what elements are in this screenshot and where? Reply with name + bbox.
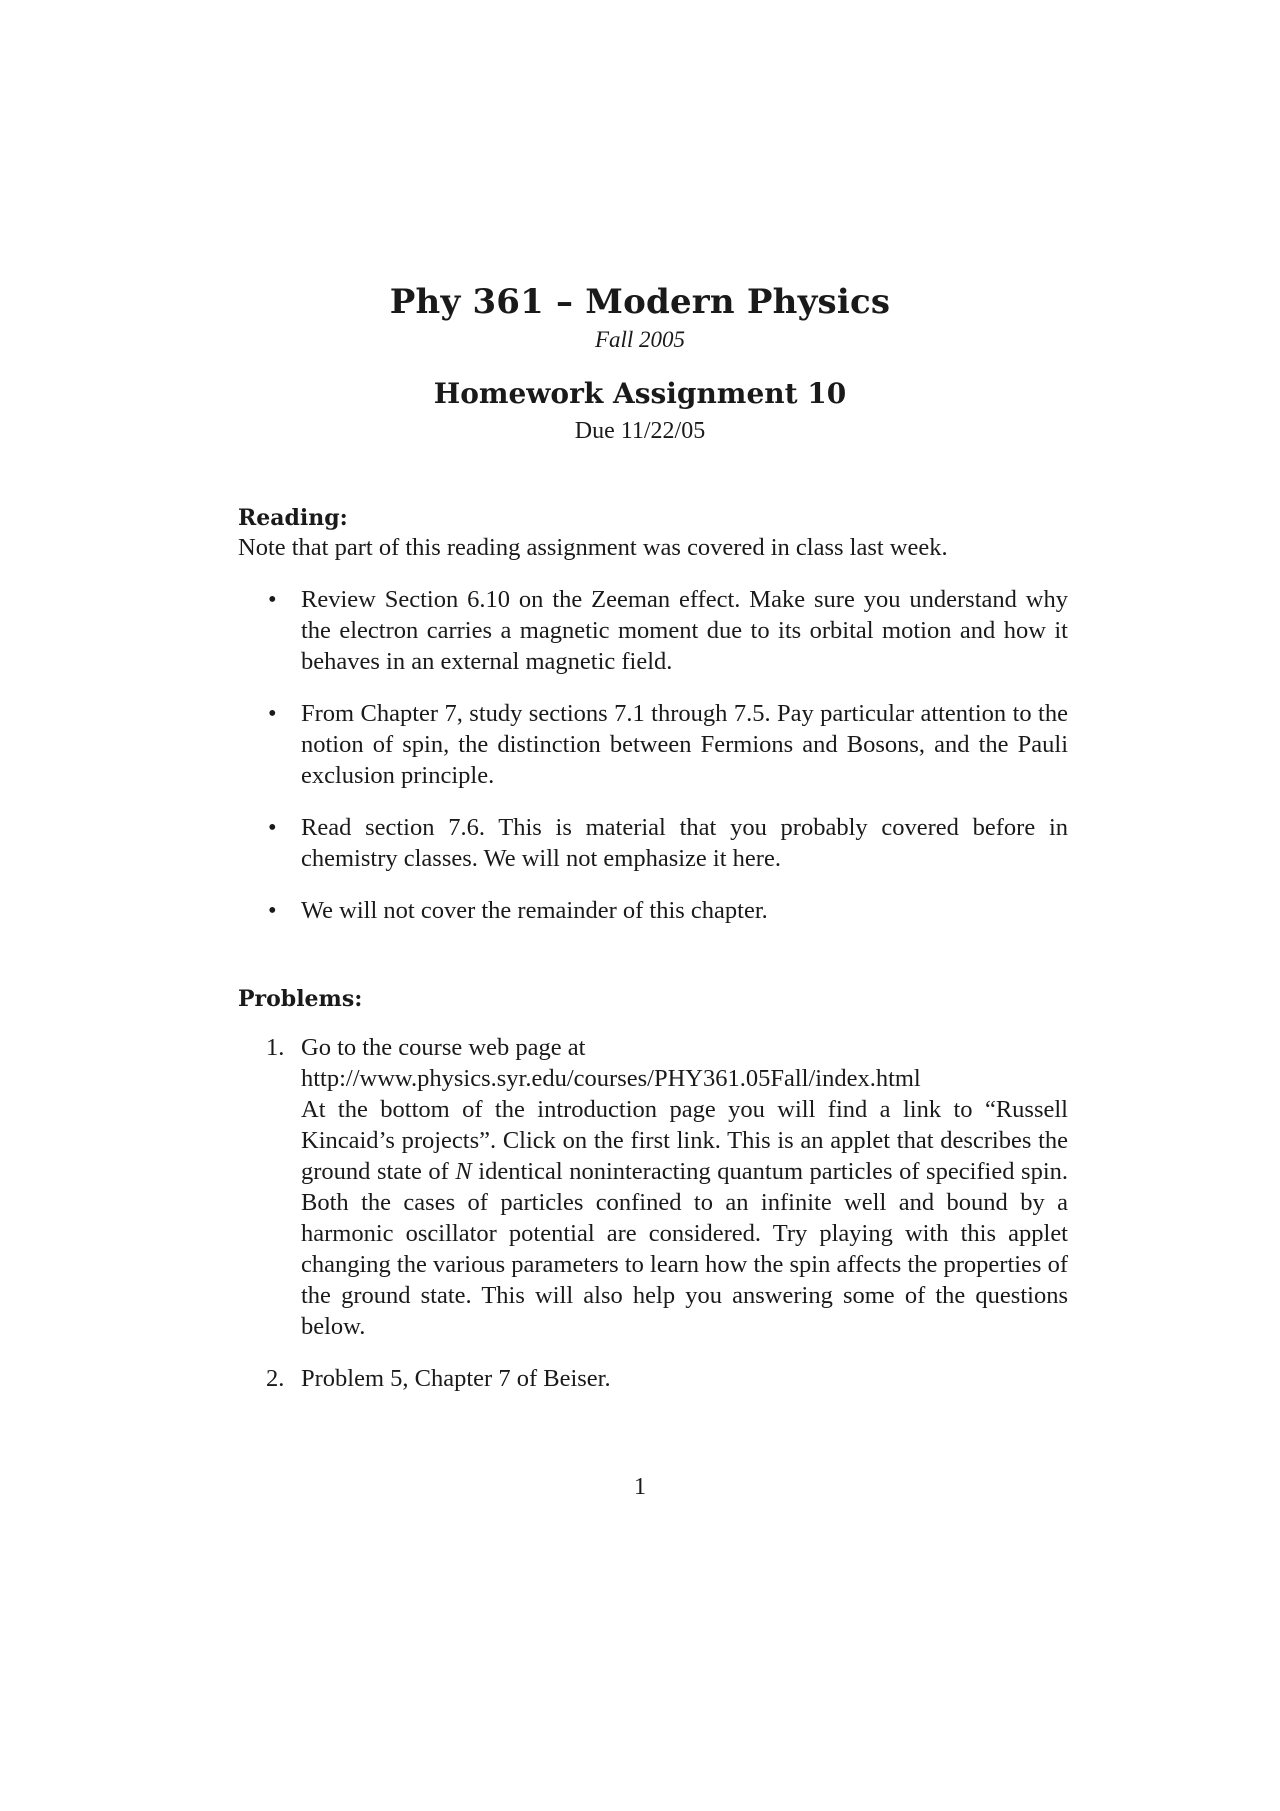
reading-item-text: Review Section 6.10 on the Zeeman effect. Make sure you understand why the electron carries a magnetic moment due to its orbital motion and how it behaves in an external magnetic field. [301,586,1068,675]
reading-item-text: Read section 7.6. This is material that you probably covered before in chemistry classes. We will not emphasize it here. [301,814,1068,872]
problem-text-after: identical noninteracting quantum particles of specified spin. Both the cases of particles confined to an infinite well and bound by a harmonic oscillator potential are considered. Try playing with this applet changing the various parameters to learn how the spin affects the properties of the ground state. This will also help you answering some of the questions below. [301,1158,1069,1340]
bullet-icon: • [268,814,277,841]
reading-list [238,584,1068,947]
reading-intro: Note that part of this reading assignment was covered in class last week. [238,534,948,561]
term-subtitle: Fall 2005 [594,327,686,352]
reading-item-text: From Chapter 7, study sections 7.1 through 7.5. Pay particular attention to the notion of spin, the distinction between Fermions and Bosons, and the Pauli exclusion principle. [301,700,1068,789]
reading-item [238,812,1068,874]
reading-item-text: We will not cover the remainder of this chapter. [301,897,768,924]
course-title: Phy 361 – Modern Physics [389,282,891,322]
bullet-icon: • [268,586,277,613]
problems-list [238,1032,1068,1415]
reading-heading: Reading: [238,505,348,531]
problem-text-before: At the bottom of the introduction page you will find a link to “Russell Kincaid’s projects”. Click on the first link. This is an applet that describes the ground state of [301,1096,1068,1185]
problem-item [238,1363,1068,1394]
due-date: Due 11/22/05 [574,418,706,444]
reading-item [238,584,1068,677]
reading-item [238,895,1068,926]
problem-text: Problem 5, Chapter 7 of Beiser. [301,1365,611,1392]
assignment-title: Homework Assignment 10 [433,377,847,410]
problem-number: 1. [266,1034,285,1061]
problem-item [238,1032,1068,1342]
course-url-link[interactable]: http://www.physics.syr.edu/courses/PHY361.05Fall/index.html [301,1065,921,1092]
problem-intro-line: Go to the course web page at [301,1034,586,1061]
problems-heading: Problems: [238,986,363,1012]
problem-number: 2. [266,1365,285,1392]
reading-item [238,698,1068,791]
bullet-icon: • [268,897,277,924]
variable-n: N [455,1158,472,1185]
bullet-icon: • [268,700,277,727]
page-number: 1 [633,1473,647,1500]
